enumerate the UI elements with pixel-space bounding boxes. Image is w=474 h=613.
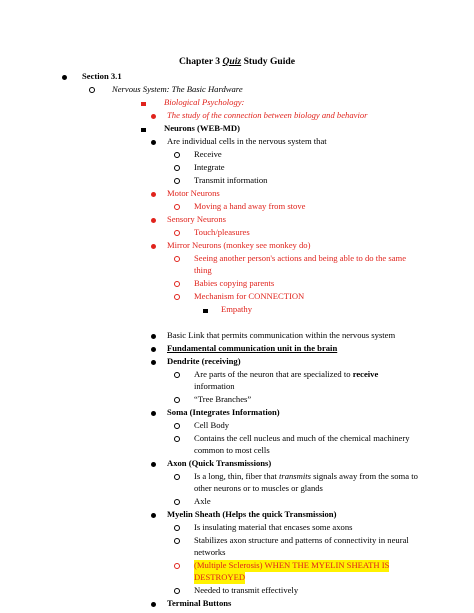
item-text: information — [194, 381, 235, 391]
item-text: Touch/pleasures — [194, 227, 250, 237]
bullet-square — [141, 125, 151, 137]
title-quiz: Quiz — [222, 56, 242, 67]
item-text: Transmit information — [194, 175, 268, 185]
item-definition: The study of the connection between biology and behavior — [167, 110, 368, 120]
item-myelin-sheath: Myelin Sheath (Helps the quick Transmission) — [167, 509, 337, 519]
item-text: Moving a hand away from stove — [194, 201, 306, 211]
bullet-circle — [89, 86, 99, 98]
item-text: networks — [194, 547, 226, 557]
item-sensory-neurons: Sensory Neurons — [167, 214, 226, 224]
bullet-dot — [151, 242, 161, 254]
item-axon: Axon (Quick Transmissions) — [167, 458, 272, 468]
item-text: common to most cells — [194, 445, 270, 455]
bullet-dot — [151, 600, 161, 612]
item-text — [194, 471, 418, 483]
text-run: signals away from the soma to — [310, 471, 418, 481]
bullet-circle — [174, 524, 184, 536]
item-text: Mechanism for CONNECTION — [194, 291, 305, 301]
bullet-dot — [151, 112, 161, 124]
text-run-italic: transmits — [278, 471, 311, 481]
item-text: Is insulating material that encases some axons — [194, 522, 353, 532]
bullet-circle — [174, 422, 184, 434]
highlighted-text: (Multiple Sclerosis) WHEN THE MYELIN SHEATH IS — [194, 560, 390, 570]
bullet-circle — [174, 562, 184, 574]
item-text — [194, 369, 378, 381]
item-soma: Soma (Integrates Information) — [167, 407, 280, 417]
bullet-circle — [174, 537, 184, 549]
bullet-dot — [151, 358, 161, 370]
item-text: Empathy — [221, 304, 253, 314]
bullet-circle — [174, 255, 184, 267]
item-text: Axle — [194, 496, 211, 506]
bullet-dot — [151, 460, 161, 472]
subheading-nervous-system: Nervous System: The Basic Hardware — [112, 84, 243, 94]
item-text: Needed to transmit effectively — [194, 585, 299, 595]
bullet-dot — [151, 345, 161, 357]
item-text: “Tree Branches” — [194, 394, 252, 404]
item-terminal-buttons: Terminal Buttons — [167, 598, 232, 608]
bullet-circle — [174, 293, 184, 305]
bullet-circle — [174, 164, 184, 176]
page-title — [0, 56, 474, 68]
text-run-bold: receive — [352, 369, 379, 379]
bullet-dot — [151, 409, 161, 421]
bullet-dot — [151, 216, 161, 228]
item-text: other neurons or to muscles or glands — [194, 483, 323, 493]
bullet-circle — [174, 280, 184, 292]
title-suffix: Study Guide — [241, 56, 296, 67]
title-prefix: Chapter 3 — [178, 56, 223, 67]
item-text: Contains the cell nucleus and much of the chemical machinery — [194, 433, 410, 443]
item-text: Babies copying parents — [194, 278, 275, 288]
item-text: Cell Body — [194, 420, 230, 430]
item-fundamental-unit: Fundamental communication unit in the brain — [167, 343, 338, 353]
bullet-circle — [174, 371, 184, 383]
item-text: Basic Link that permits communication within the nervous system — [167, 330, 396, 340]
item-motor-neurons: Motor Neurons — [167, 188, 220, 198]
item-text: Stabilizes axon structure and patterns of connectivity in neural — [194, 535, 409, 545]
item-text: thing — [194, 265, 212, 275]
highlighted-text: DESTROYED — [194, 572, 246, 582]
text-run: Are parts of the neuron that are specialized to — [194, 369, 353, 379]
section-heading: Section 3.1 — [82, 71, 122, 81]
item-biological-psychology: Biological Psychology: — [164, 97, 245, 107]
item-text: Integrate — [194, 162, 225, 172]
bullet-circle — [174, 151, 184, 163]
bullet-dot — [151, 332, 161, 344]
item-dendrite: Dendrite (receiving) — [167, 356, 241, 366]
bullet-dot — [151, 138, 161, 150]
bullet-circle — [174, 473, 184, 485]
bullet-dot — [62, 73, 72, 85]
item-mirror-neurons: Mirror Neurons (monkey see monkey do) — [167, 240, 311, 250]
item-text: Receive — [194, 149, 222, 159]
item-text: Seeing another person's actions and being able to do the same — [194, 253, 407, 263]
bullet-square — [203, 306, 213, 318]
item-text: Are individual cells in the nervous system that — [167, 136, 327, 146]
item-neurons: Neurons (WEB-MD) — [164, 123, 240, 133]
bullet-dot — [151, 511, 161, 523]
text-run: Is a long, thin, fiber that — [194, 471, 279, 481]
bullet-square — [141, 99, 151, 111]
bullet-circle — [174, 435, 184, 447]
bullet-dot — [151, 190, 161, 202]
